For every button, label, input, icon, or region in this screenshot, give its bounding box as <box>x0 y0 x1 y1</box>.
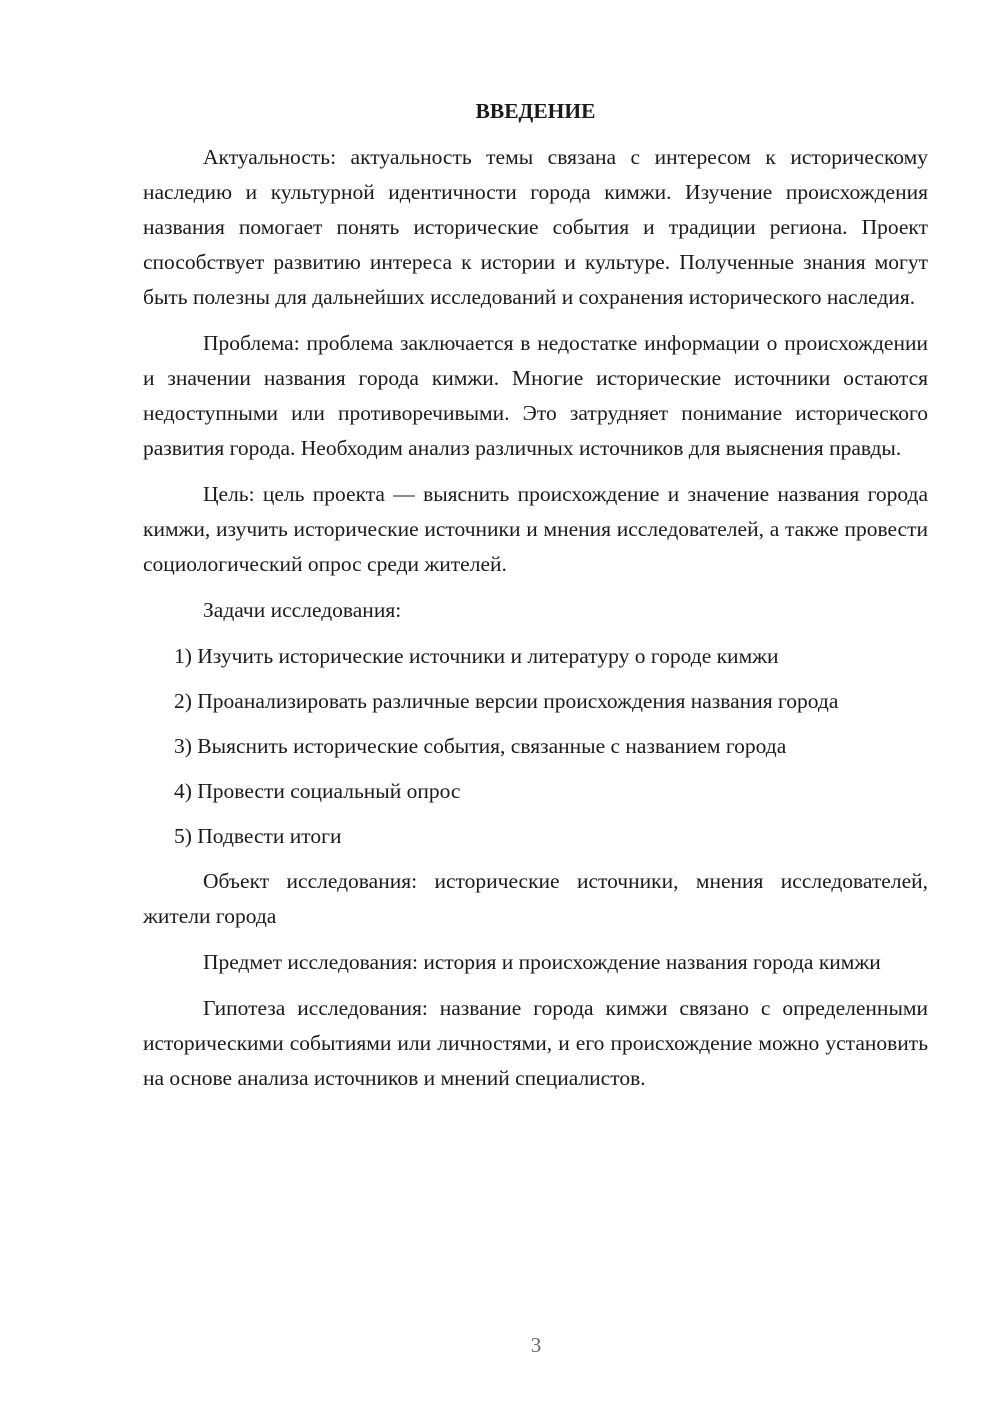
goal-paragraph: Цель: цель проекта — выяснить происхождение и значение названия города кимжи, изучить исторические источники и мнения исследователей, а также провести социологический опрос среди жителей. <box>143 482 928 576</box>
task-item-3: 3) Выяснить исторические события, связанные с названием города <box>174 734 787 758</box>
task-item-2: 2) Проанализировать различные версии происхождения названия города <box>174 689 839 713</box>
tasks-heading: Задачи исследования: <box>203 598 402 622</box>
page-number: 3 <box>530 1333 542 1357</box>
task-item-5: 5) Подвести итоги <box>174 824 342 848</box>
subject-paragraph: Предмет исследования: история и происхождение названия города кимжи <box>203 950 881 974</box>
relevance-paragraph: Актуальность: актуальность темы связана с интересом к историческому наследию и культурной идентичности города кимжи. Изучение происхождения названия помогает понять исторические события и традиции региона. Проект способствует развитию интереса к истории и культуре. Полученные знания могут быть полезны для дальнейших исследований и сохранения исторического наследия. <box>143 145 928 309</box>
problem-paragraph: Проблема: проблема заключается в недостатке информации о происхождении и значении названия города кимжи. Многие исторические источники остаются недоступными или противоречивыми. Это затрудняет понимание исторического развития города. Необходим анализ различных источников для выяснения правды. <box>143 331 928 460</box>
task-item-4: 4) Провести социальный опрос <box>174 779 461 803</box>
task-item-1: 1) Изучить исторические источники и литературу о городе кимжи <box>174 644 779 668</box>
page-content <box>143 94 928 1107</box>
page-title: ВВЕДЕНИЕ <box>475 99 596 123</box>
hypothesis-paragraph: Гипотеза исследования: название города кимжи связано с определенными историческими событиями или личностями, и его происхождение можно установить на основе анализа источников и мнений специалистов. <box>143 996 928 1090</box>
object-paragraph: Объект исследования: исторические источники, мнения исследователей, жители города <box>143 869 928 928</box>
